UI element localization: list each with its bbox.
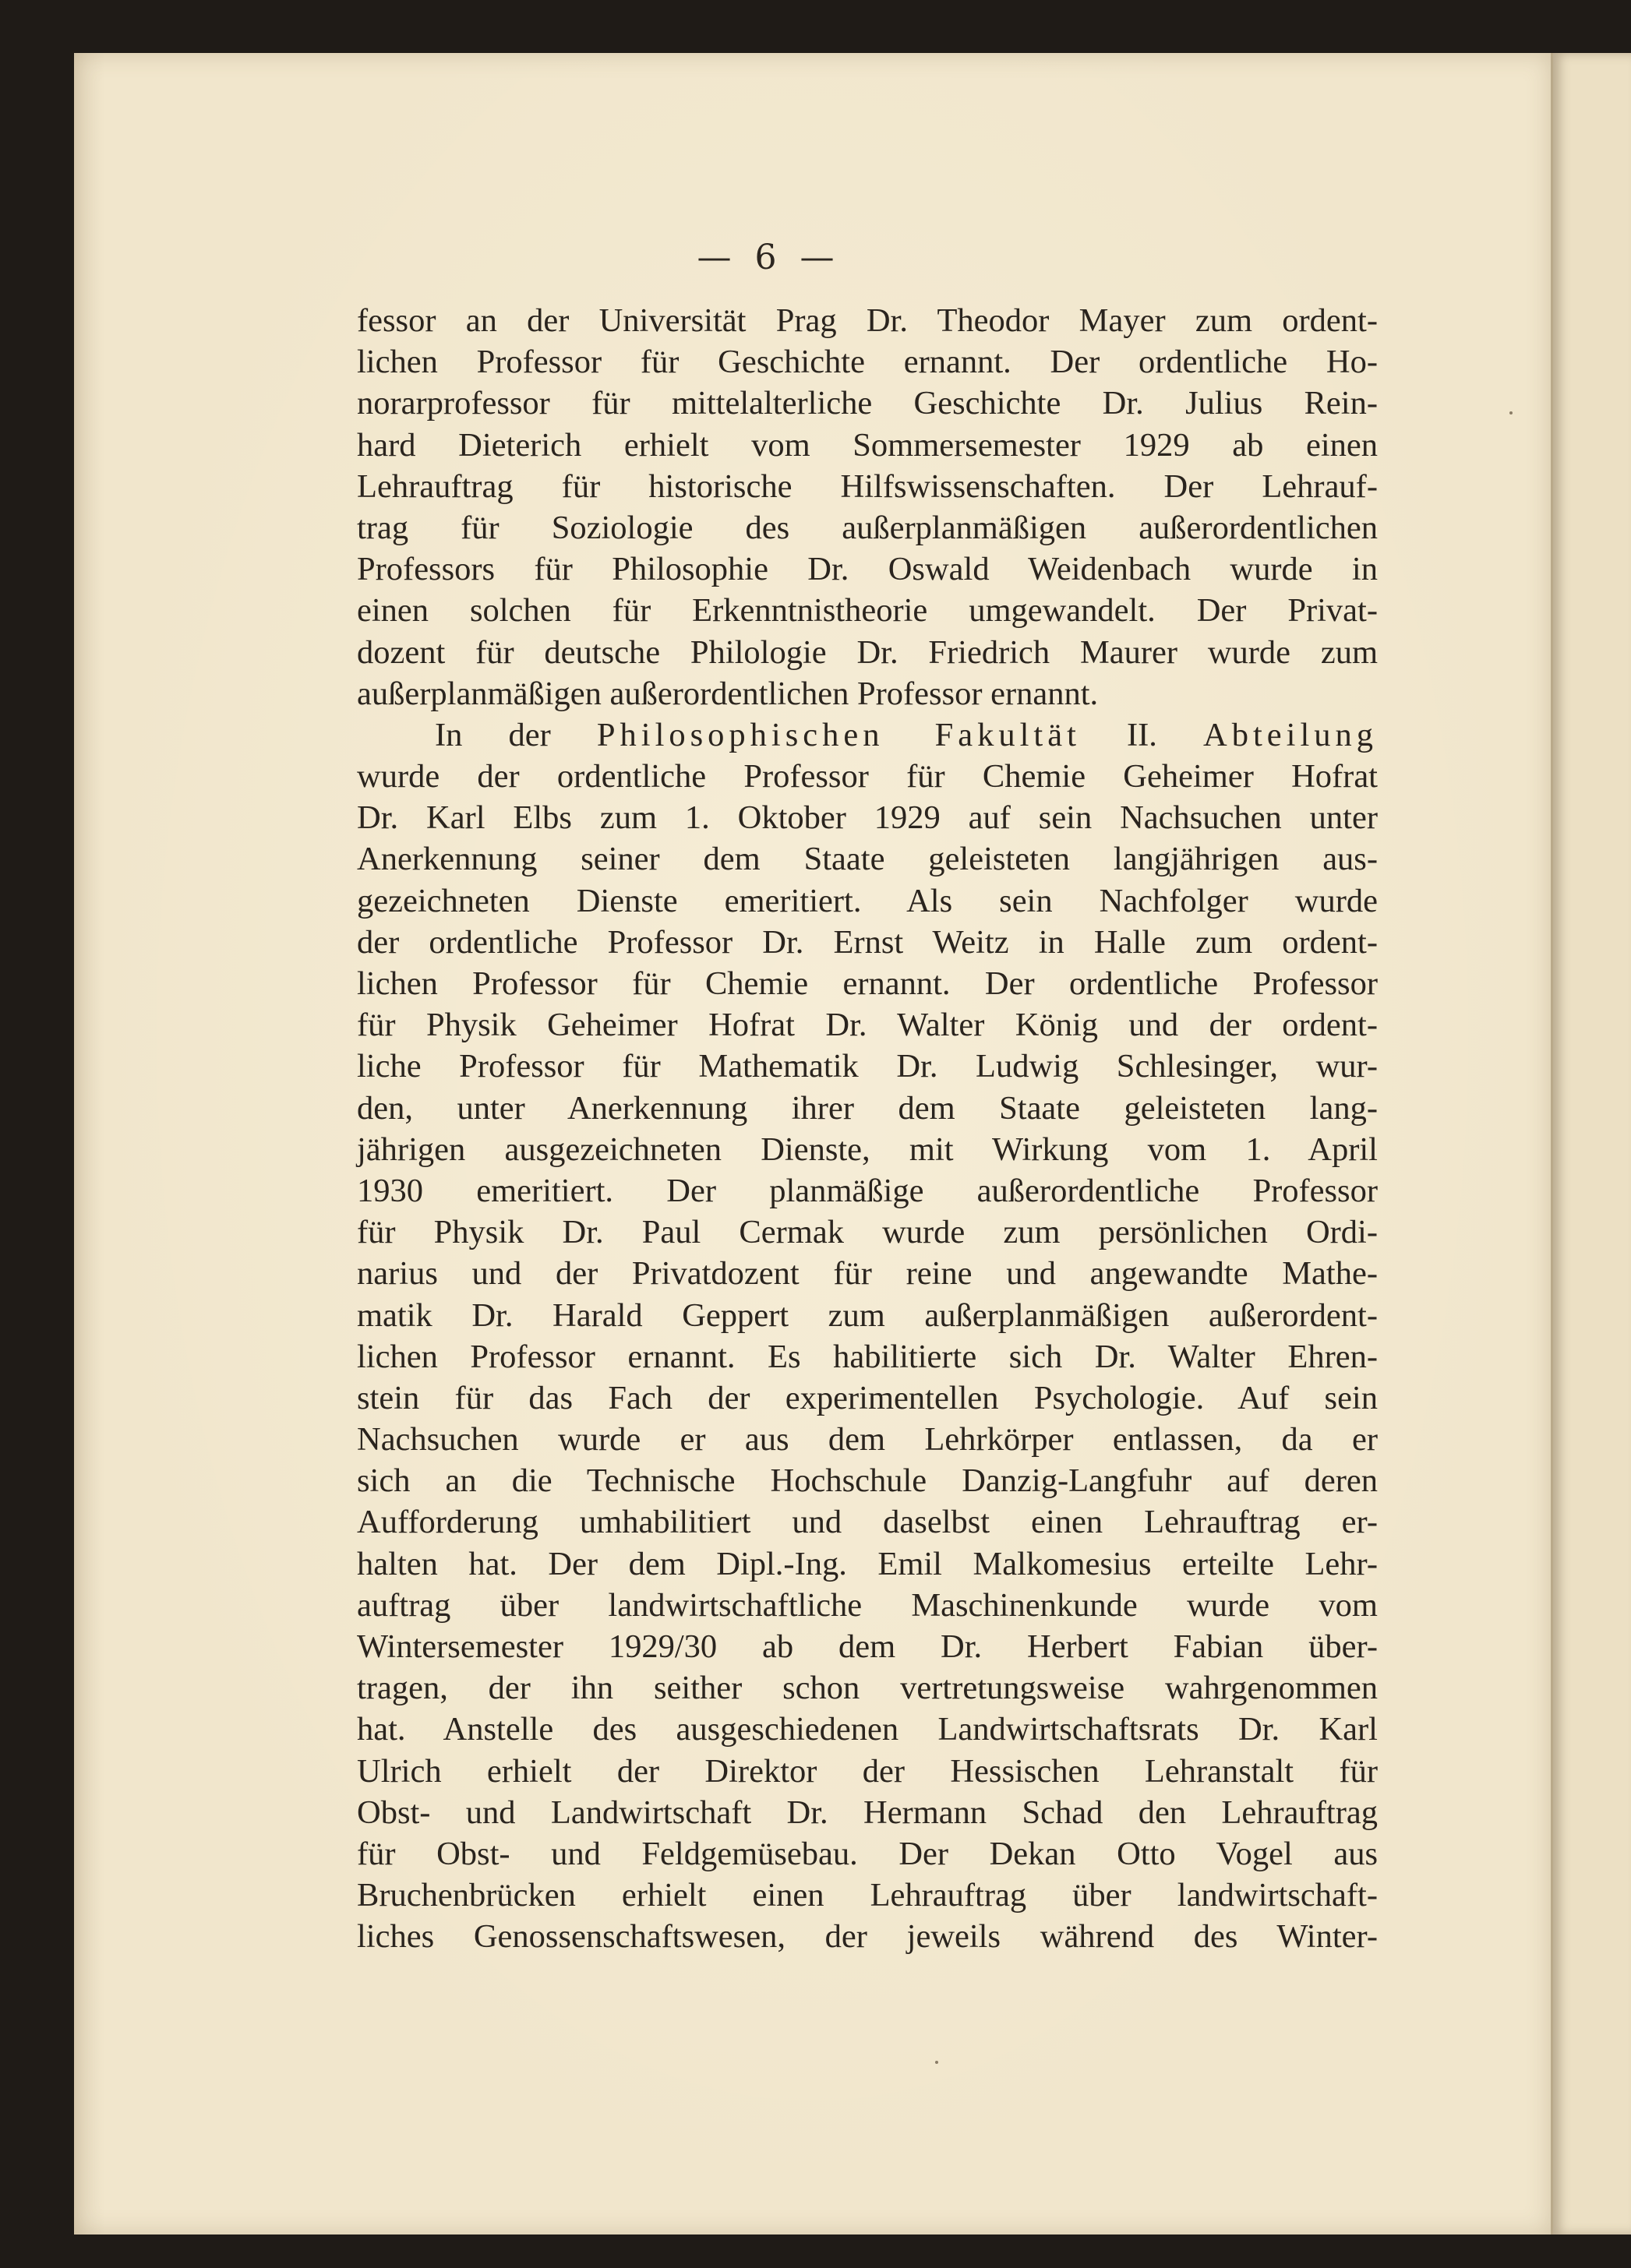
text-line: lichen Professor für Chemie ernannt. Der ordentliche Professor <box>357 965 1378 1002</box>
text-line: 1930 emeritiert. Der planmäßige außerordentliche Professor <box>357 1172 1378 1209</box>
text-line: gezeichneten Dienste emeritiert. Als sein Nachfolger wurde <box>357 882 1378 919</box>
text-line: Obst- und Landwirtschaft Dr. Hermann Schad den Lehrauftrag <box>357 1794 1378 1831</box>
text-line: stein für das Fach der experimentellen Psychologie. Auf sein <box>357 1379 1378 1416</box>
paper-speck <box>935 2061 938 2064</box>
text-line: der ordentliche Professor Dr. Ernst Weitz in Halle zum ordent- <box>357 923 1378 961</box>
spaced-department: Abteilung <box>1203 716 1379 753</box>
text-line: Lehrauftrag für historische Hilfswissenschaften. Der Lehrauf- <box>357 467 1378 505</box>
text-line: den, unter Anerkennung ihrer dem Staate geleisteten lang- <box>357 1089 1378 1127</box>
text-line: für Obst- und Feldgemüsebau. Der Dekan Otto Vogel aus <box>357 1835 1378 1872</box>
paragraph-end-line: außerplanmäßigen außerordentlichen Professor ernannt. <box>357 675 1099 712</box>
text-line: Ulrich erhielt der Direktor der Hessischen Lehranstalt für <box>357 1752 1378 1790</box>
adjacent-page-edge <box>1551 53 1631 2234</box>
page-number: — 6 — <box>697 238 841 277</box>
text-line: liches Genossenschaftswesen, der jeweils während des Winter- <box>357 1918 1378 1956</box>
text-line: tragen, der ihn seither schon vertretungsweise wahrgenommen <box>357 1670 1378 1707</box>
text-line: für Physik Geheimer Hofrat Dr. Walter König und der ordent- <box>357 1007 1378 1044</box>
text-line: Anerkennung seiner dem Staate geleisteten langjährigen aus- <box>357 841 1378 878</box>
text-line: jährigen ausgezeichneten Dienste, mit Wirkung vom 1. April <box>357 1130 1378 1168</box>
text-line: Nachsuchen wurde er aus dem Lehrkörper entlassen, da er <box>357 1421 1378 1459</box>
text-line: wurde der ordentliche Professor für Chemie Geheimer Hofrat <box>357 758 1378 795</box>
text-line: halten hat. Der dem Dipl.-Ing. Emil Malkomesius erteilte Lehr- <box>357 1545 1378 1582</box>
text-line: norarprofessor für mittelalterliche Geschichte Dr. Julius Rein- <box>357 385 1378 422</box>
text-line: matik Dr. Harald Geppert zum außerplanmäßigen außerordent- <box>357 1296 1378 1334</box>
text-line: für Physik Dr. Paul Cermak wurde zum persönlichen Ordi- <box>357 1214 1378 1251</box>
body-text <box>357 300 1378 1958</box>
text-line: Professors für Philosophie Dr. Oswald Weidenbach wurde in <box>357 551 1378 588</box>
text-line: lichen Professor für Geschichte ernannt. Der ordentliche Ho- <box>357 344 1378 381</box>
text-line: lichen Professor ernannt. Es habilitierte sich Dr. Walter Ehren- <box>357 1338 1378 1375</box>
text-line: Wintersemester 1929/30 ab dem Dr. Herbert Fabian über- <box>357 1628 1378 1665</box>
text-line: Bruchenbrücken erhielt einen Lehrauftrag über landwirtschaft- <box>357 1877 1378 1914</box>
text-line: Aufforderung umhabilitiert und daselbst einen Lehrauftrag er- <box>357 1504 1378 1541</box>
text-line: dozent für deutsche Philologie Dr. Friedrich Maurer wurde zum <box>357 633 1378 671</box>
text-line: sich an die Technische Hochschule Danzig-Langfuhr auf deren <box>357 1462 1378 1500</box>
text-line: Dr. Karl Elbs zum 1. Oktober 1929 auf sein Nachsuchen unter <box>357 799 1378 837</box>
text-line: narius und der Privatdozent für reine und angewandte Mathe- <box>357 1255 1378 1293</box>
text-line: hard Dieterich erhielt vom Sommersemester 1929 ab einen <box>357 426 1378 464</box>
spaced-prefix: In der <box>435 716 597 753</box>
text-line: fessor an der Universität Prag Dr. Theodor Mayer zum ordent- <box>357 302 1378 339</box>
paper-speck <box>1509 411 1513 414</box>
text-line: auftrag über landwirtschaftliche Maschinenkunde wurde vom <box>357 1586 1378 1624</box>
spaced-faculty-name: Philosophischen Fakultät <box>596 716 1081 753</box>
text-line: einen solchen für Erkenntnistheorie umgewandelt. Der Privat- <box>357 592 1378 630</box>
text-line: trag für Soziologie des außerplanmäßigen außerordentlichen <box>357 509 1378 546</box>
text-line: liche Professor für Mathematik Dr. Ludwig Schlesinger, wur- <box>357 1048 1378 1085</box>
text-line: hat. Anstelle des ausgeschiedenen Landwirtschaftsrats Dr. Karl <box>357 1711 1378 1748</box>
spaced-mid: II. <box>1080 716 1204 753</box>
paragraph-start-line <box>357 714 1378 756</box>
